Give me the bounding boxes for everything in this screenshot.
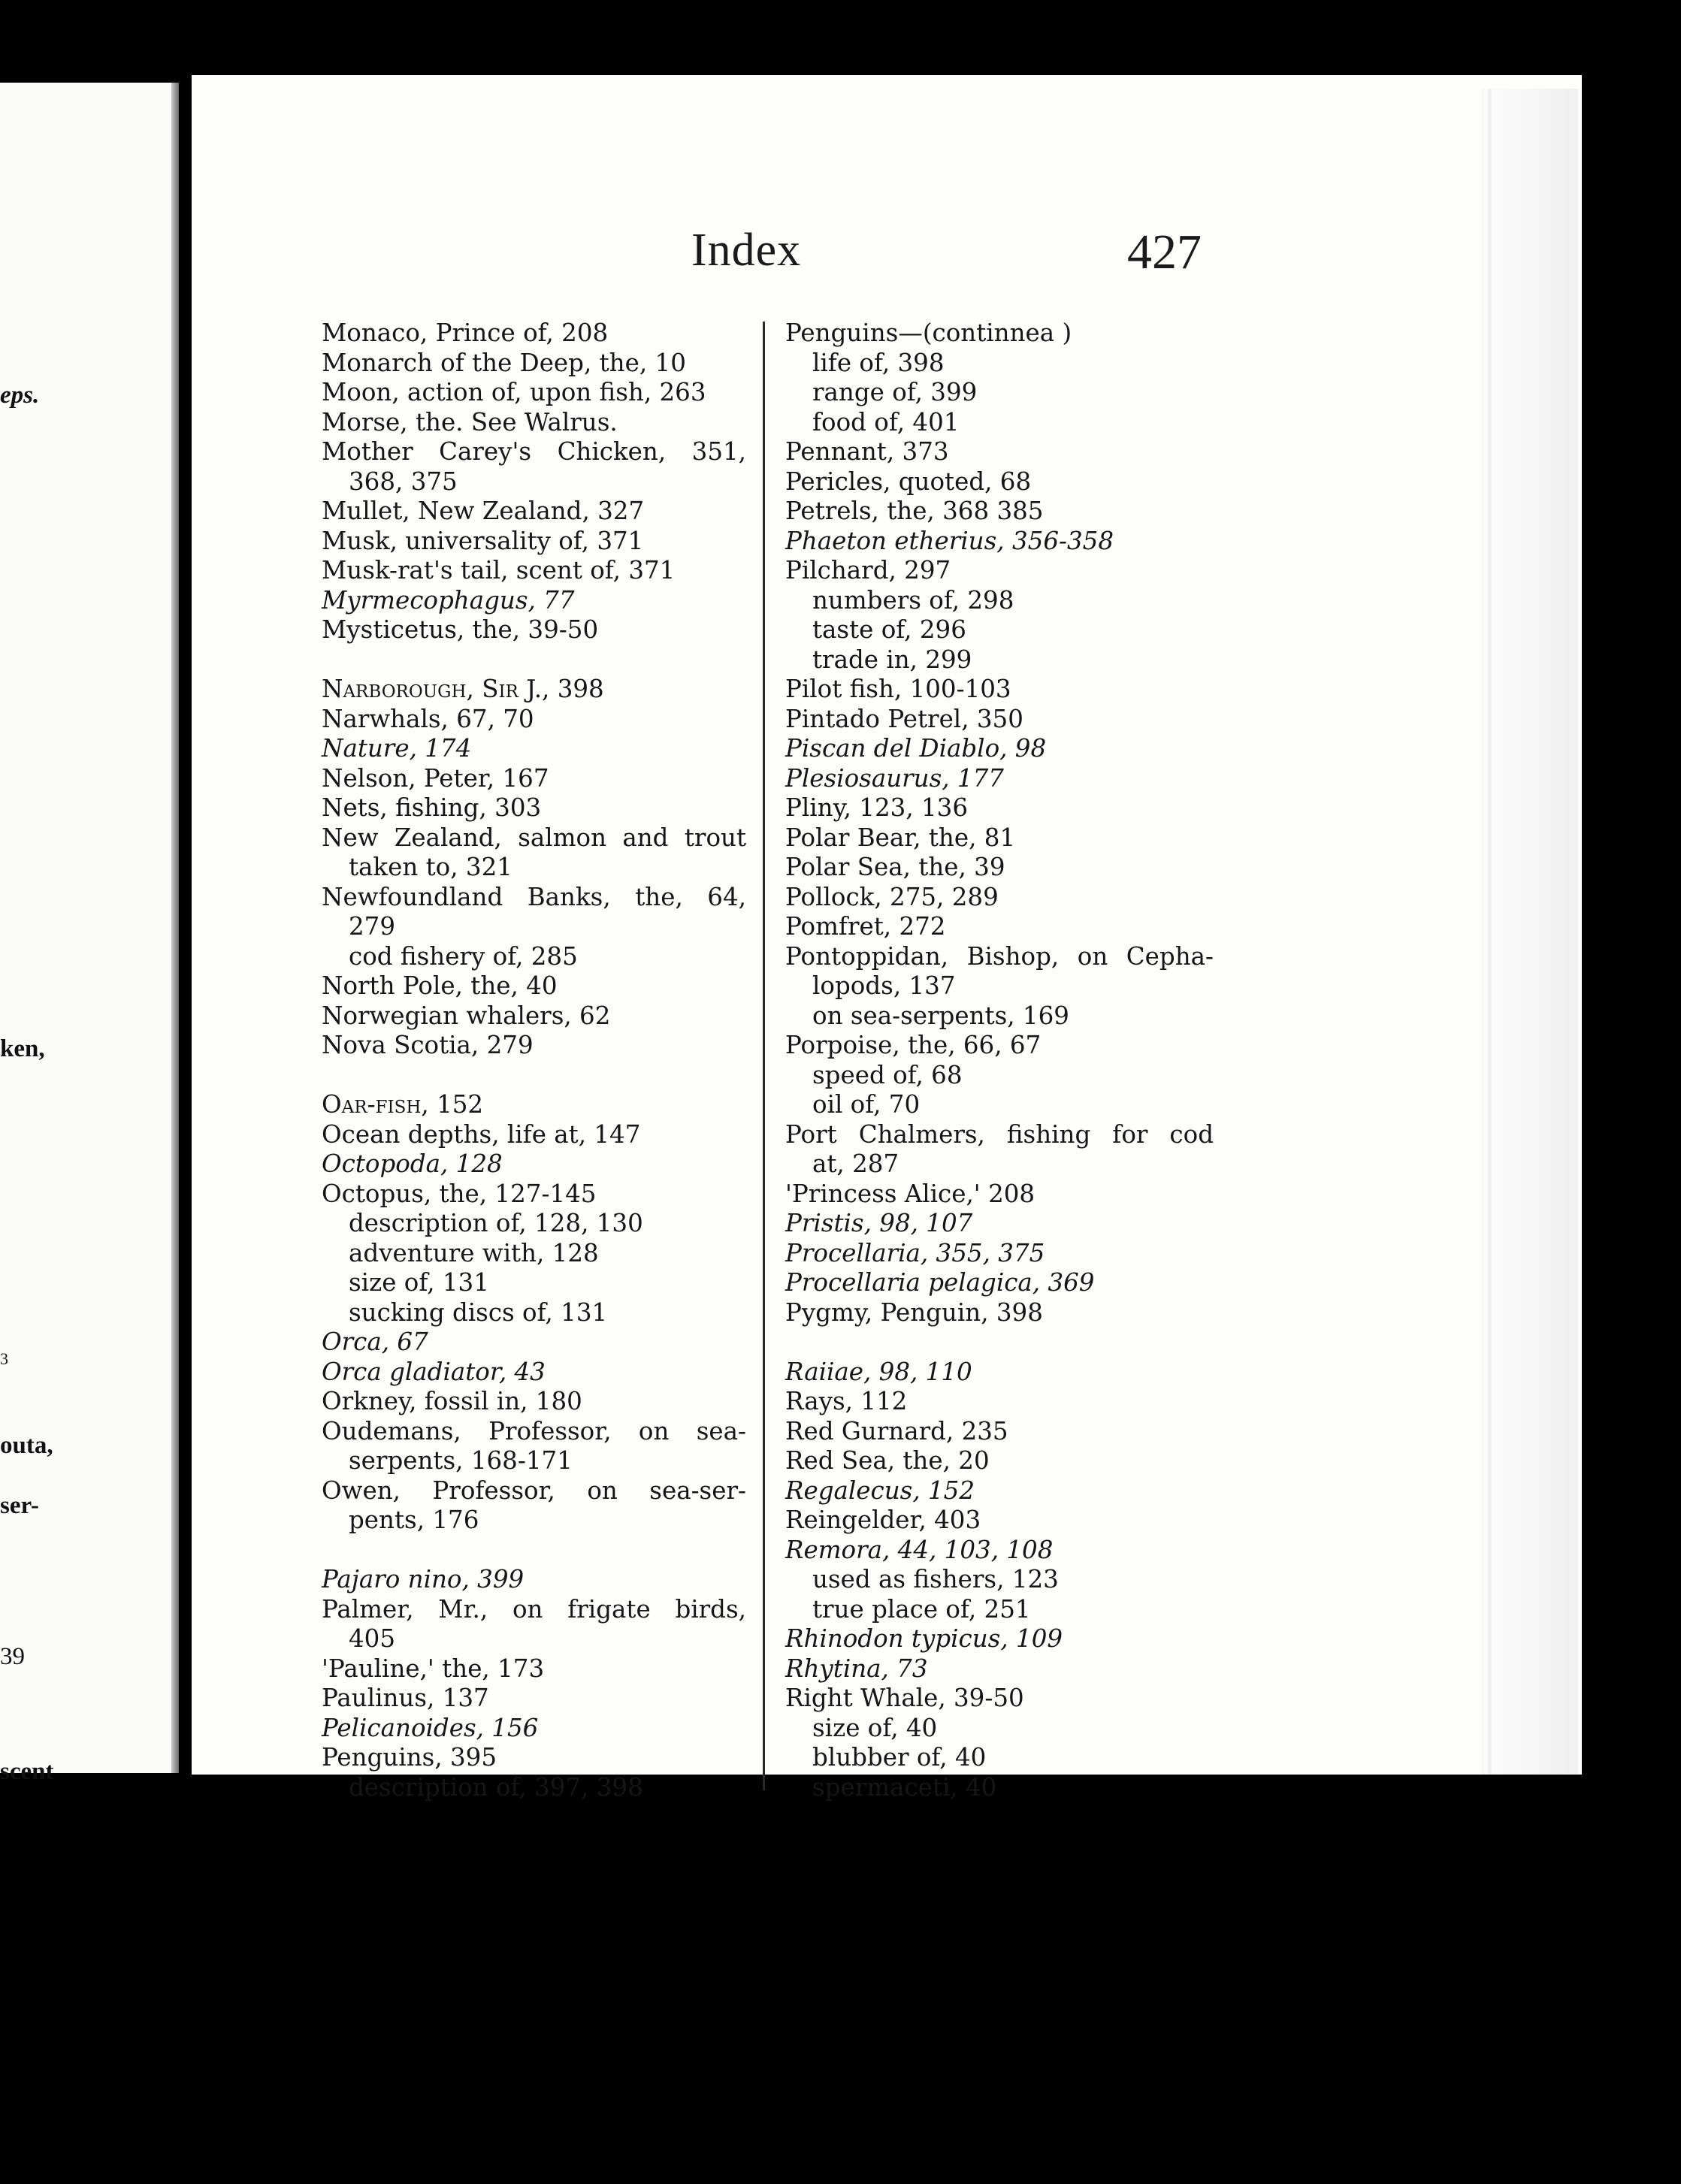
index-entry: Pristis, 98, 107	[785, 1209, 973, 1237]
index-entry: Monarch of the Deep, the, 10	[322, 348, 686, 377]
index-entry: used as fishers, 123	[812, 1565, 1059, 1593]
index-entry: New Zealand, salmon and trout	[322, 823, 746, 852]
index-entry: Regalecus, 152	[785, 1476, 975, 1505]
index-entry: Musk, universality of, 371	[322, 526, 644, 555]
index-entry: Mullet, New Zealand, 327	[322, 497, 645, 525]
index-entry: taken to, 321	[349, 853, 512, 881]
index-entry: lopods, 137	[812, 971, 956, 1000]
index-entry: Oar-fish, 152	[322, 1090, 484, 1119]
index-entry: size of, 131	[349, 1268, 489, 1297]
index-entry: Octopoda, 128	[322, 1149, 503, 1178]
index-entry: Mysticetus, the, 39-50	[322, 615, 599, 644]
index-entry: Remora, 44, 103, 108	[785, 1535, 1054, 1564]
index-entry: Pollock, 275, 289	[785, 882, 999, 911]
index-entry: Rays, 112	[785, 1387, 908, 1415]
index-entry: Orca gladiator, 43	[322, 1357, 546, 1386]
index-entry: Narborough, Sir J., 398	[322, 675, 604, 703]
index-entry: speed of, 68	[812, 1060, 963, 1089]
left-page-fragment: scent	[0, 1758, 54, 1785]
index-entry: 279	[349, 912, 396, 941]
index-entry: numbers of, 298	[812, 585, 1014, 615]
index-entry: trade in, 299	[812, 645, 972, 674]
index-entry: Morse, the. See Walrus.	[322, 407, 618, 436]
index-entry: Newfoundland Banks, the, 64,	[322, 882, 746, 911]
index-entry: Palmer, Mr., on frigate birds,	[322, 1594, 746, 1624]
index-entry: Right Whale, 39-50	[785, 1684, 1024, 1712]
left-page-fragment: ken,	[0, 1035, 45, 1062]
index-entry: Pomfret, 272	[785, 912, 946, 941]
index-entry: Nova Scotia, 279	[322, 1031, 534, 1059]
index-entry: Norwegian whalers, 62	[322, 1001, 611, 1030]
index-entry: Plesiosaurus, 177	[785, 763, 1004, 793]
index-entry: Penguins, 395	[322, 1743, 497, 1772]
index-entry: Raiiae, 98, 110	[785, 1357, 972, 1386]
index-entry: Red Gurnard, 235	[785, 1416, 1008, 1445]
page-gutter	[171, 83, 179, 1773]
page-title: Index	[691, 225, 802, 276]
index-column-right	[785, 319, 1214, 1802]
index-entry: North Pole, the, 40	[322, 971, 558, 1000]
index-entry: Pelicanoides, 156	[322, 1713, 539, 1742]
index-entry: Myrmecophagus, 77	[322, 585, 575, 615]
index-entry: Musk-rat's tail, scent of, 371	[322, 556, 676, 585]
index-column-left	[322, 319, 746, 1802]
index-entry: blubber of, 40	[812, 1743, 987, 1772]
index-entry: spermaceti, 40	[812, 1772, 997, 1802]
index-entry: 'Pauline,' the, 173	[322, 1654, 545, 1683]
column-divider	[763, 322, 765, 1790]
left-page-fragment: outa,	[0, 1432, 53, 1459]
index-entry: sucking discs of, 131	[349, 1297, 608, 1327]
index-entry: Ocean depths, life at, 147	[322, 1119, 641, 1149]
left-page-fragment: 3	[0, 1349, 8, 1368]
index-entry: Pontoppidan, Bishop, on Cepha-	[785, 941, 1214, 971]
index-entry: 368, 375	[349, 467, 458, 496]
index-entry: Porpoise, the, 66, 67	[785, 1031, 1042, 1059]
index-entry: Nelson, Peter, 167	[322, 763, 549, 793]
index-entry: Pajaro nino, 399	[322, 1565, 525, 1593]
index-entry: Pennant, 373	[785, 437, 949, 466]
index-entry: taste of, 296	[812, 615, 966, 644]
index-entry: Rhytina, 73	[785, 1654, 928, 1683]
left-page-fragment: 39	[0, 1643, 25, 1670]
index-entry: Phaeton etherius, 356-358	[785, 526, 1114, 555]
index-entry: Orkney, fossil in, 180	[322, 1387, 582, 1415]
index-entry: life of, 398	[812, 348, 945, 377]
index-entry: true place of, 251	[812, 1594, 1031, 1624]
index-entry: Pilot fish, 100-103	[785, 675, 1011, 703]
index-entry: pents, 176	[349, 1506, 479, 1534]
index-entry: on sea-serpents, 169	[812, 1001, 1069, 1030]
index-entry: Pilchard, 297	[785, 556, 951, 585]
index-entry: Orca, 67	[322, 1328, 428, 1356]
index-entry: adventure with, 128	[349, 1238, 599, 1267]
index-entry: Reingelder, 403	[785, 1506, 981, 1534]
index-entry: Pericles, quoted, 68	[785, 467, 1032, 496]
index-entry: Procellaria, 355, 375	[785, 1238, 1045, 1267]
index-entry: 405	[349, 1624, 396, 1653]
index-entry: Mother Carey's Chicken, 351,	[322, 437, 746, 466]
index-entry: Moon, action of, upon fish, 263	[322, 378, 706, 406]
index-entry: Pintado Petrel, 350	[785, 704, 1023, 733]
index-entry: Nets, fishing, 303	[322, 793, 542, 822]
index-entry: description of, 128, 130	[349, 1209, 643, 1237]
index-entry: Procellaria pelagica, 369	[785, 1268, 1095, 1297]
index-entry: serpents, 168-171	[349, 1446, 573, 1475]
left-page-fragment: ser-	[0, 1492, 39, 1519]
index-entry: Polar Bear, the, 81	[785, 823, 1016, 852]
index-entry: Pygmy, Penguin, 398	[785, 1297, 1043, 1327]
left-page	[0, 83, 179, 1785]
index-entry: Monaco, Prince of, 208	[322, 319, 609, 347]
index-entry: Rhinodon typicus, 109	[785, 1624, 1063, 1653]
index-entry: Owen, Professor, on sea-ser-	[322, 1476, 746, 1505]
index-entry: Polar Sea, the, 39	[785, 853, 1005, 881]
index-entry: Octopus, the, 127-145	[322, 1179, 597, 1208]
index-entry: size of, 40	[812, 1713, 938, 1742]
left-page-fragment: eps.	[0, 382, 40, 409]
index-entry: Port Chalmers, fishing for cod	[785, 1119, 1214, 1149]
index-entry: cod fishery of, 285	[349, 941, 578, 971]
index-entry: range of, 399	[812, 378, 978, 406]
index-entry: Petrels, the, 368 385	[785, 497, 1044, 525]
index-entry: Narwhals, 67, 70	[322, 704, 534, 733]
page-edge	[1482, 89, 1578, 1775]
index-entry: Penguins—(continnea )	[785, 319, 1072, 347]
index-entry: Oudemans, Professor, on sea-	[322, 1416, 746, 1445]
index-entry: oil of, 70	[812, 1090, 921, 1119]
index-entry: food of, 401	[812, 407, 960, 436]
index-entry: description of, 397, 398	[349, 1772, 643, 1802]
index-entry: 'Princess Alice,' 208	[785, 1179, 1036, 1208]
index-entry: Paulinus, 137	[322, 1684, 489, 1712]
index-entry: Nature, 174	[322, 734, 472, 763]
index-entry: Red Sea, the, 20	[785, 1446, 990, 1475]
index-entry: at, 287	[812, 1149, 899, 1178]
index-entry: Pliny, 123, 136	[785, 793, 969, 822]
page-number: 427	[1127, 225, 1202, 279]
index-entry: Piscan del Diablo, 98	[785, 734, 1047, 763]
